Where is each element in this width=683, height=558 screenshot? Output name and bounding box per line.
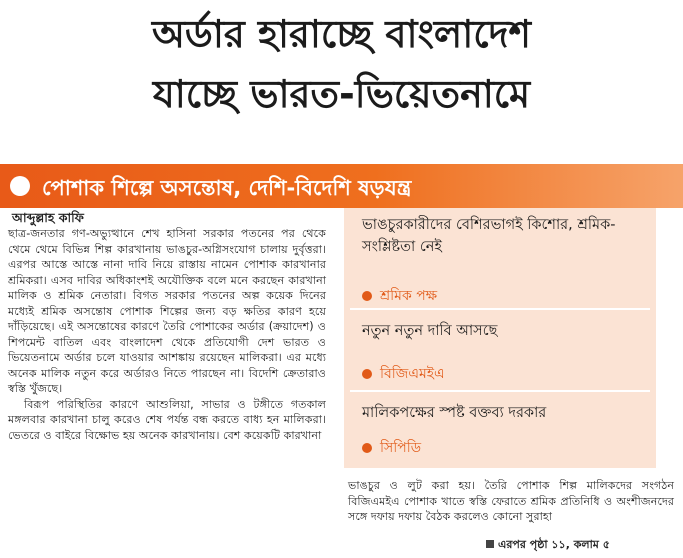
sidebar-source-3 <box>362 436 421 460</box>
continued-text: এরপর পৃষ্ঠা ১১, কলাম ৫ <box>498 538 610 551</box>
continued-marker <box>486 536 610 555</box>
sidebar-source-label: বিজিএমইএ <box>380 366 445 382</box>
headline-line-2: যাচ্ছে ভারত-ভিয়েতনামে <box>152 72 531 116</box>
author-byline: আব্দুল্লাহ কাফি <box>12 210 84 225</box>
article-body-right: ভাঙচুর ও লুট করা হয়। তৈরি পোশাক শিল্প মালিকদের সংগঠন বিজিএমইএ পোশাক খাতে স্বস্তি ফেরাতে শ্রমিক প্রতিনিধি ও অংশীজনদের সঙ্গে দফায় দফায় বৈঠক করলেও কোনো সুরাহা <box>348 479 674 523</box>
sidebar-divider <box>350 308 650 310</box>
square-icon <box>486 540 494 548</box>
sidebar-source-1 <box>362 284 437 308</box>
sidebar-quote-3: মালিকপক্ষের স্পষ্ট বক্তব্য দরকার <box>362 405 547 421</box>
sidebar-source-label: শ্রমিক পক্ষ <box>380 288 438 304</box>
article-paragraph-1: ছাত্র-জনতার গণ-অভ্যুত্থানে শেখ হাসিনা সরকার পতনের পর থেকে থেমে থেমে বিভিন্ন শিল্প কারখানায় ভাঙচুর-অগ্নিসংযোগ চালায় দুর্বৃত্তরা। এরপর আস্তে আস্তে নানা দাবি নিয়ে রাস্তায় নামেন পোশাক কারখানার শ্রমিকরা। এসব দাবির অধিকাংশই অযৌক্তিক বলে মনে করছেন কারখানা মালিক ও শ্রমিক নেতারা। বিগত সরকার পতনের অল্প কয়েক দিনের মধ্যেই শ্রমিক অসন্তোষ পোশাক শিল্পের জন্য বড় ক্ষতির কারণ হয়ে দাঁড়িয়েছে। এই অসন্তোষের কারণে তৈরি পোশাকের অর্ডার (ক্রয়াদেশ) ও শিপমেন্ট বাতিল এবং বাংলাদেশ থেকে প্রতিযোগী দেশ ভারত ও ভিয়েতনামে অর্ডার চলে যাওয়ার আশঙ্কায় রয়েছেন মালিকরা। এর মধ্যে অনেক মালিক নতুন করে অর্ডারও নিতে পারছেন না। বিদেশি ক্রেতারাও স্বস্তি খুঁজছে। <box>8 227 326 395</box>
article-body-left <box>8 226 326 443</box>
sidebar-quote-2: নতুন নতুন দাবি আসছে <box>362 323 498 339</box>
bullet-circle-icon <box>10 176 30 196</box>
subheadline-banner <box>0 164 683 208</box>
sidebar-quote-1: ভাঙচুরকারীদের বেশিরভাগই কিশোর, শ্রমিক-সংশ্লিষ্টতা নেই <box>362 217 616 255</box>
article-paragraph-2: বিরূপ পরিস্থিতির কারণে আশুলিয়া, সাভার ও টঙ্গীতে গতকাল মঙ্গলবার কারখানা চালু করেও শেষ পর্যন্ত বন্ধ করতে বাধ্য হন মালিকরা। ভেতরে ও বাইরে বিক্ষোভ হয় অনেক কারখানায়। বেশ কয়েকটি কারখানা <box>8 397 326 442</box>
subheadline-text: পোশাক শিল্পে অসন্তোষ, দেশি-বিদেশি ষড়যন্ত্র <box>42 176 412 200</box>
bullet-icon <box>362 291 372 301</box>
headline <box>0 4 683 124</box>
sidebar-source-label: সিপিডি <box>380 440 422 456</box>
bullet-icon <box>362 369 372 379</box>
headline-line-1: অর্ডার হারাচ্ছে বাংলাদেশ <box>152 12 531 56</box>
sidebar-source-2 <box>362 362 445 386</box>
sidebar-divider <box>350 390 650 392</box>
bullet-icon <box>362 443 372 453</box>
